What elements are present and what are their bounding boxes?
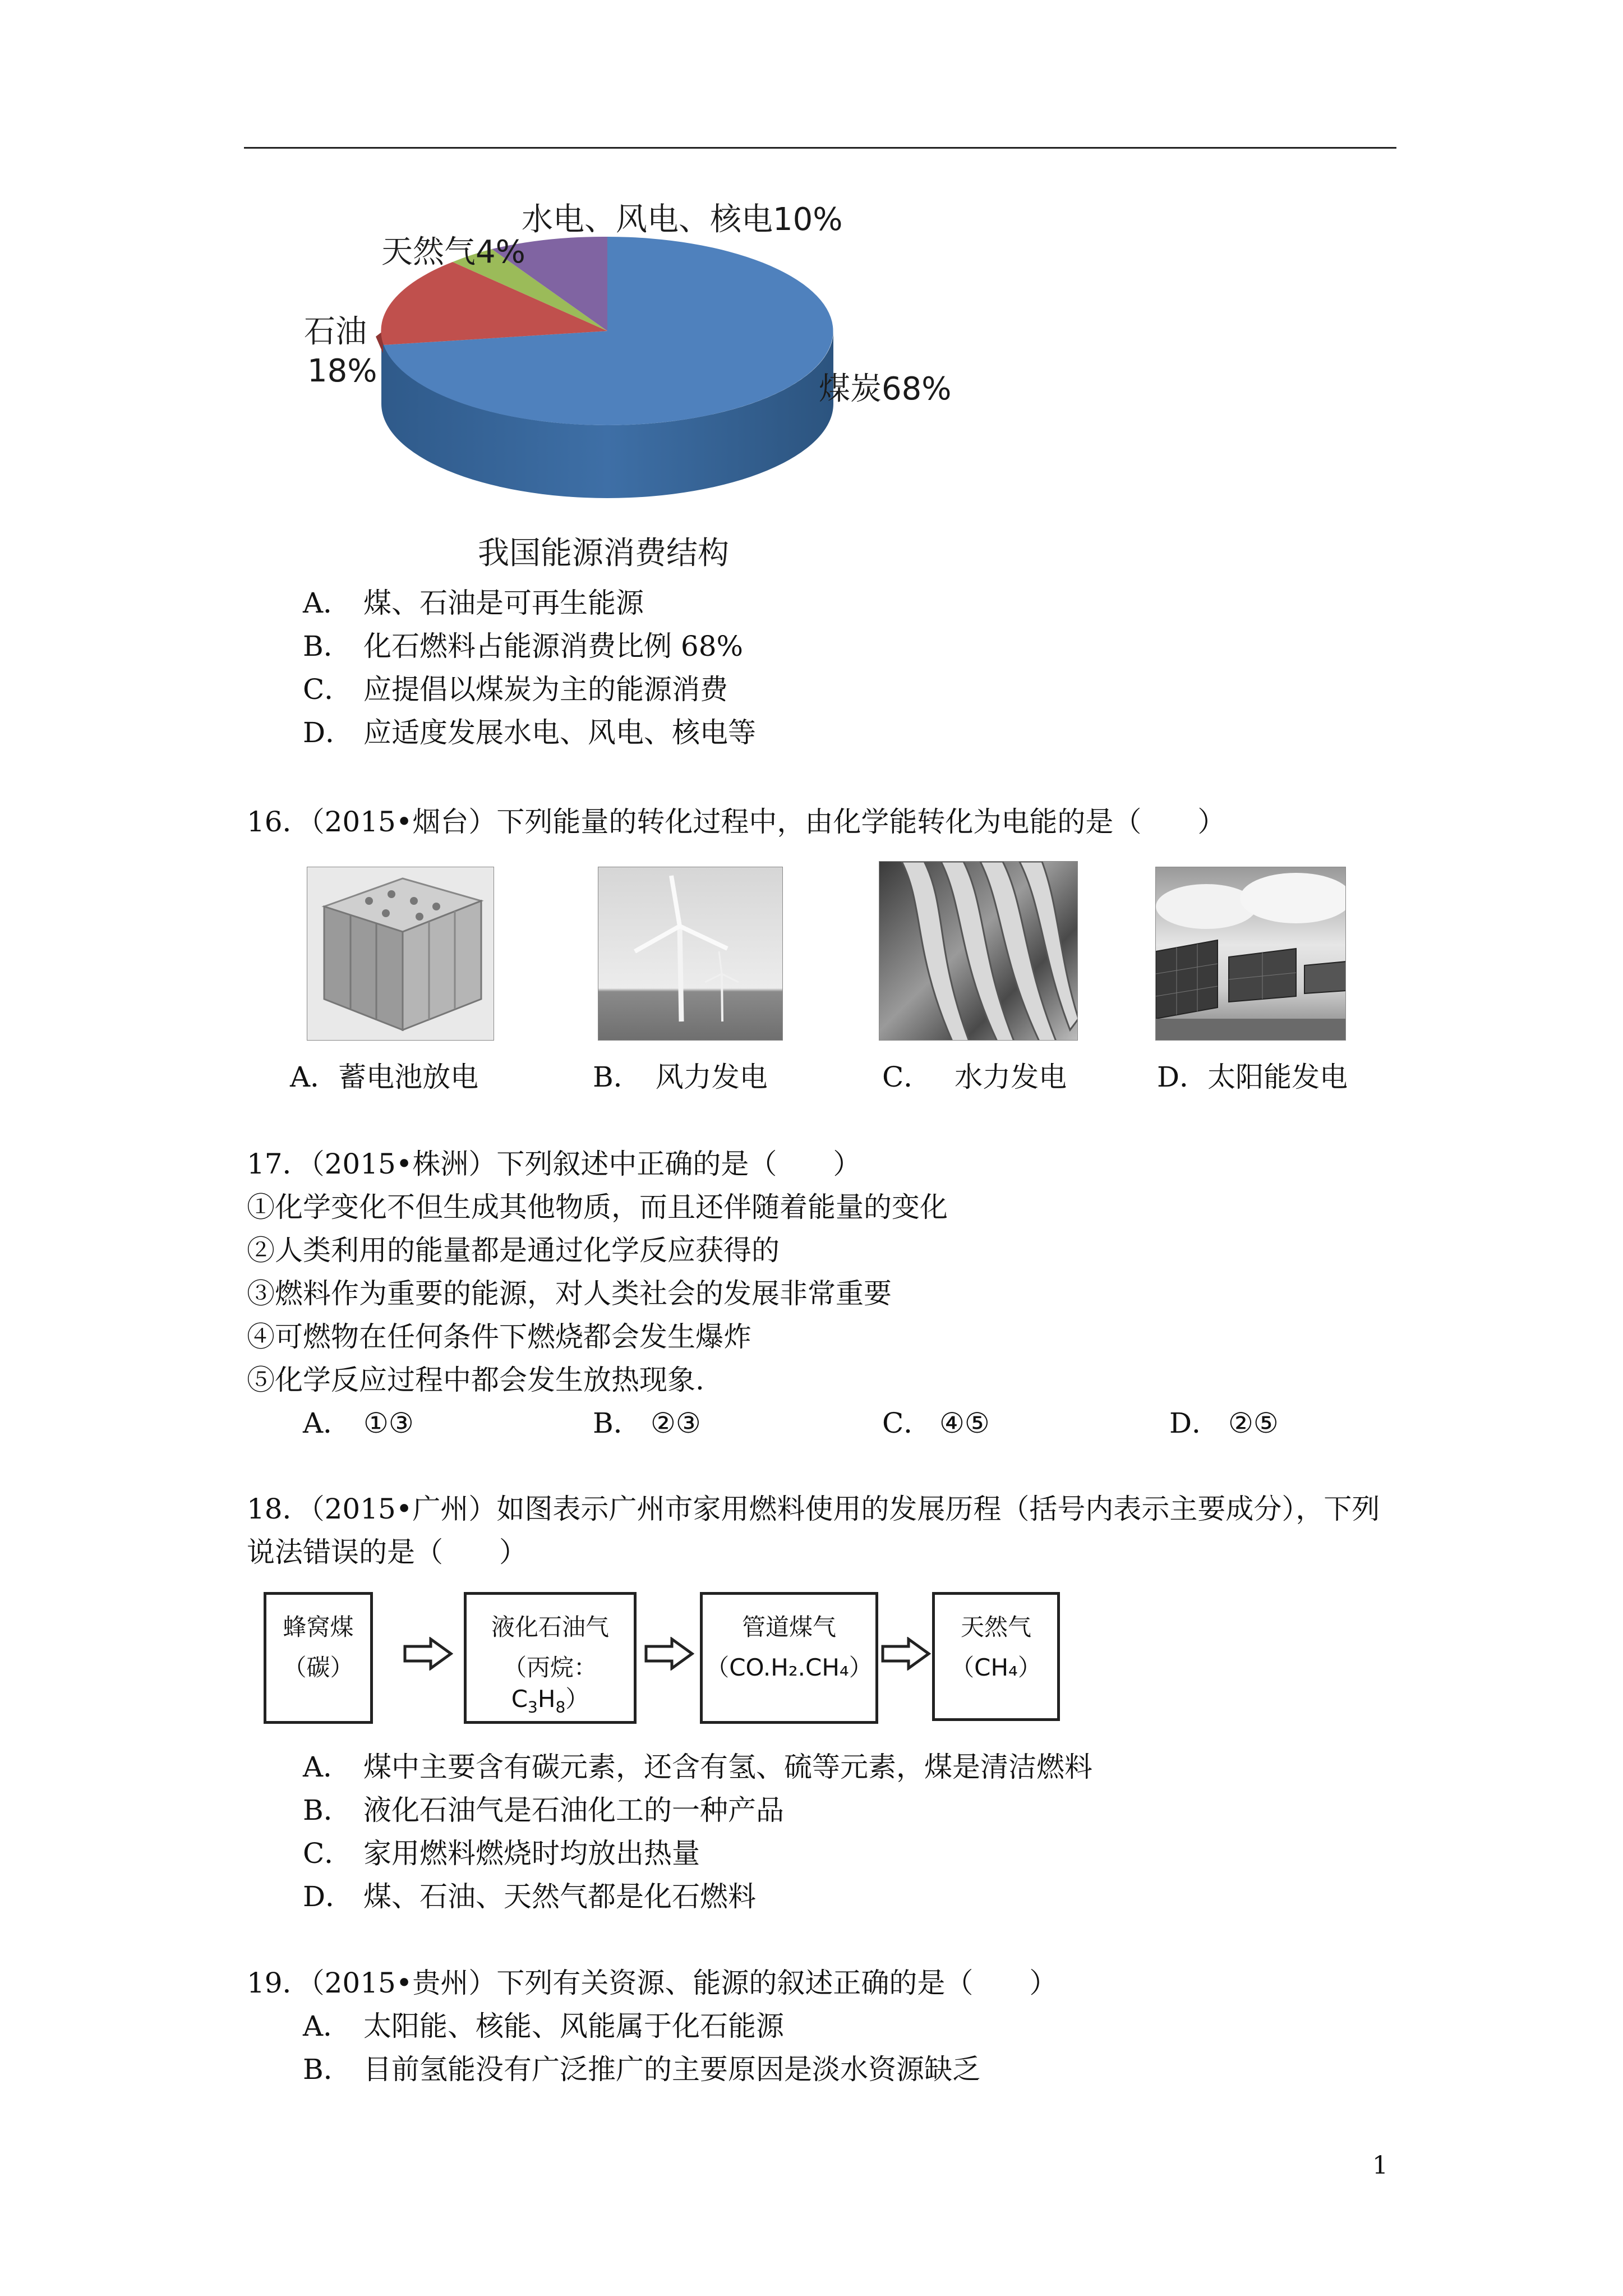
q17-option-d-text: ②⑤ <box>1228 1407 1279 1439</box>
q15-option-d: D． <box>303 716 354 749</box>
q19-option-b-text: 目前氢能没有广泛推广的主要原因是淡水资源缺乏 <box>363 2053 980 2086</box>
q15-option-c-text: 应提倡以煤炭为主的能源消费 <box>363 673 728 706</box>
q18-option-d-text: 煤、石油、天然气都是化石燃料 <box>363 1880 756 1913</box>
q19-stem: 19．（2015•贵州）下列有关资源、能源的叙述正确的是（ ） <box>247 1967 1058 1999</box>
q18-stem-line2: 说法错误的是（ ） <box>247 1536 527 1568</box>
q17-statement-4: ④可燃物在任何条件下燃烧都会发生爆炸 <box>247 1320 751 1353</box>
flow-box-formula: （CO.H₂.CH₄） <box>706 1654 873 1681</box>
pie-label-hydro: 水电、风电、核电10% <box>522 201 843 238</box>
wind-turbine-photo <box>598 867 783 1041</box>
q18-option-c-letter: C． <box>303 1837 353 1870</box>
q17-option-b-text: ②③ <box>651 1407 701 1439</box>
pie-label-gas: 天然气4% <box>381 234 525 270</box>
q17-option-a-text: ①③ <box>363 1407 414 1439</box>
energy-pie-chart <box>292 191 981 583</box>
solar-panel-photo <box>1155 867 1346 1041</box>
q19-option-b-letter: B． <box>303 2053 352 2086</box>
q18-stem-line1: 18．（2015•广州）如图表示广州市家用燃料使用的发展历程（括号内表示主要成分），下列 <box>247 1493 1380 1525</box>
flow-box-piped-gas <box>700 1592 878 1724</box>
header-rule <box>244 147 1396 149</box>
q18-option-a-letter: A． <box>303 1751 352 1783</box>
q18-option-b-letter: B． <box>303 1794 352 1826</box>
q15-option-a: A． <box>303 587 352 619</box>
page-number: 1 <box>1372 2151 1388 2180</box>
q17-option-b-letter: B． <box>593 1407 642 1439</box>
flow-arrow-icon <box>644 1637 694 1671</box>
flow-box-name: 管道煤气 <box>741 1613 836 1641</box>
q15-option-a-text: 煤、石油是可再生能源 <box>363 587 644 619</box>
q19-option-a-text: 太阳能、核能、风能属于化石能源 <box>363 2010 784 2042</box>
q19-option-a-letter: A． <box>303 2010 352 2042</box>
q18-option-c-text: 家用燃料燃烧时均放出热量 <box>363 1837 700 1870</box>
q15-option-d-text: 应适度发展水电、风电、核电等 <box>363 716 756 749</box>
q16-option-d: D．太阳能发电 <box>1157 1061 1348 1093</box>
q16-stem: 16．（2015•烟台）下列能量的转化过程中，由化学能转化为电能的是（ ） <box>247 806 1226 838</box>
q17-option-c-letter: C． <box>882 1407 932 1439</box>
flow-box-name: 天然气 <box>960 1613 1031 1641</box>
flow-box-formula: （丙烷：$C_3H_8$） <box>502 1654 597 1717</box>
flow-box-name: 液化石油气 <box>491 1613 609 1641</box>
q18-option-a-text: 煤中主要含有碳元素，还含有氢、硫等元素，煤是清洁燃料 <box>363 1751 1092 1783</box>
flow-arrow-icon <box>403 1637 453 1671</box>
q18-option-b-text: 液化石油气是石油化工的一种产品 <box>363 1794 784 1826</box>
q15-option-b: B． <box>303 630 352 662</box>
q15-option-c: C． <box>303 673 353 706</box>
q17-option-a-letter: A． <box>303 1407 352 1439</box>
q16-option-c: C． 水力发电 <box>882 1061 1067 1093</box>
q17-statement-2: ②人类利用的能量都是通过化学反应获得的 <box>247 1234 780 1267</box>
q15-option-b-text: 化石燃料占能源消费比例 68% <box>363 630 744 662</box>
q17-stem: 17．（2015•株洲）下列叙述中正确的是（ ） <box>247 1148 861 1180</box>
q18-option-d-letter: D． <box>303 1880 354 1913</box>
water-turbine-photo <box>879 861 1078 1041</box>
flow-box-formula: （CH₄） <box>951 1654 1041 1681</box>
pie-label-oil-name: 石油 <box>304 314 367 350</box>
pie-label-oil-value: 18% <box>307 353 377 389</box>
flow-box-lpg <box>464 1592 637 1724</box>
q16-option-b: B． 风力发电 <box>593 1061 768 1093</box>
pie-chart-title: 我国能源消费结构 <box>478 535 729 572</box>
flow-arrow-icon <box>880 1637 931 1671</box>
flow-box-natural-gas <box>932 1592 1060 1721</box>
q17-statement-5: ⑤化学反应过程中都会发生放热现象. <box>247 1364 704 1396</box>
flow-box-name: 蜂窝煤 <box>283 1613 354 1641</box>
q17-option-d-letter: D． <box>1169 1407 1220 1439</box>
q16-option-a: A．蓄电池放电 <box>290 1061 479 1093</box>
q17-statement-1: ①化学变化不但生成其他物质，而且还伴随着能量的变化 <box>247 1191 948 1223</box>
q17-option-c-text: ④⑤ <box>939 1407 990 1439</box>
q17-statement-3: ③燃料作为重要的能源，对人类社会的发展非常重要 <box>247 1277 892 1310</box>
pie-label-coal: 煤炭68% <box>819 371 952 407</box>
flow-box-formula: （碳） <box>283 1654 354 1681</box>
battery-photo <box>307 867 494 1041</box>
flow-box-honeycomb-coal <box>264 1592 373 1724</box>
